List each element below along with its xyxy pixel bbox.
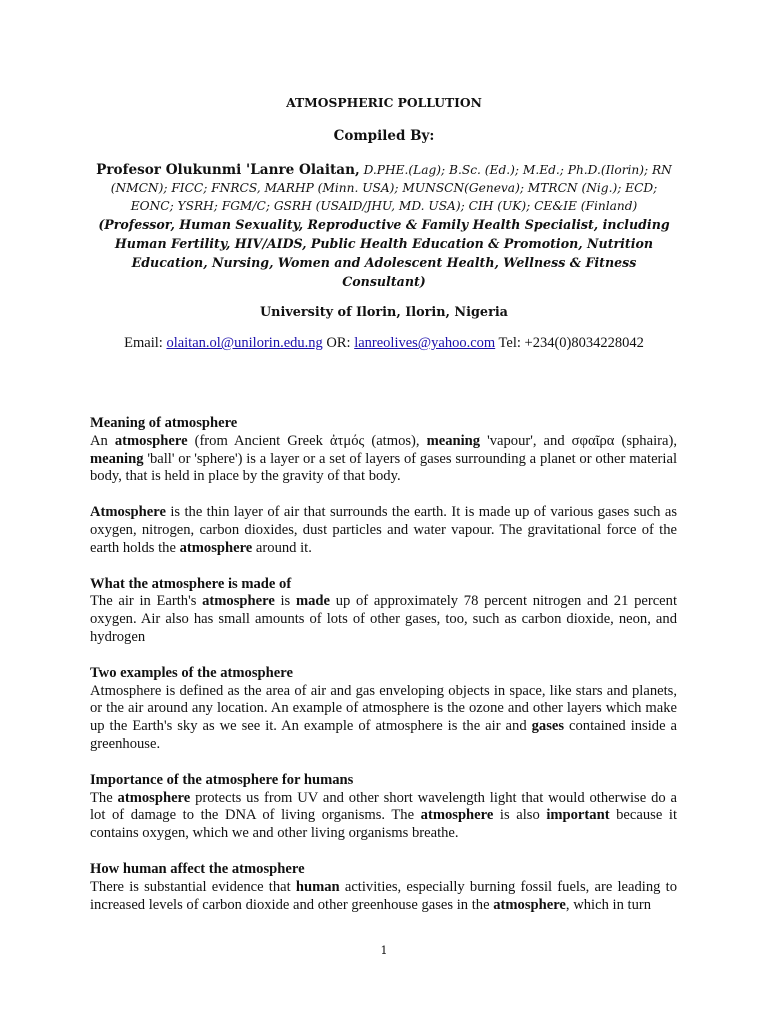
email-link-yahoo[interactable]: lanreolives@yahoo.com (354, 335, 496, 351)
author-credentials: D.PHE.(Lag); B.Sc. (Ed.); M.Ed.; Ph.D.(Ilorin); RN (NMCN); FICC; FNRCS, MARHP (Minn. USA); MUNSCN(Geneva); MTRCN (Nig.); ECD; EONC; YSRH; FGM/C; GSRH (USAID/JHU, MD. USA); CIH (UK); CE&IE (Finland) (110, 163, 672, 213)
section-heading-human-affect: How human affect the atmosphere (90, 860, 305, 877)
or-text: OR: (322, 335, 355, 351)
document-body (90, 415, 677, 914)
paragraph-meaning: An atmosphere (from Ancient Greek ἀτμός (atmos), meaning 'vapour', and σφαῖρα (sphaira), meaning 'ball' or 'sphere') is a layer or a set of layers of gases surrounding a planet or other material body, that is held in place by the gravity of that body. (90, 432, 677, 485)
university-name: University of Ilorin, Ilorin, Nigeria (260, 305, 508, 320)
document-title: ATMOSPHERIC POLLUTION (286, 95, 482, 110)
author-name: Profesor Olukunmi 'Lanre Olaitan, (96, 162, 360, 178)
contact-line (90, 334, 678, 352)
compiled-by-label: Compiled By: (333, 128, 435, 144)
paragraph-importance: The atmosphere protects us from UV and other short wavelength light that would otherwise do a lot of damage to the DNA of living organisms. The atmosphere is also important because it contains oxygen, which we and other living organisms breathe. (90, 789, 677, 842)
paragraph-thin-layer: Atmosphere is the thin layer of air that surrounds the earth. It is made up of various gases such as oxygen, nitrogen, carbon dioxides, dust particles and water vapour. The gravitational force of the earth holds the atmosphere around it. (90, 504, 677, 556)
author-block (90, 161, 678, 291)
section-heading-made-of: What the atmosphere is made of (90, 575, 292, 592)
page-number: 1 (380, 944, 388, 957)
document-header (90, 94, 678, 352)
section-heading-examples: Two examples of the atmosphere (90, 664, 293, 681)
section-heading-meaning: Meaning of atmosphere (90, 415, 238, 431)
section-heading-importance: Importance of the atmosphere for humans (90, 771, 354, 788)
email-link-unilorin[interactable]: olaitan.ol@unilorin.edu.ng (166, 335, 323, 351)
paragraph-made-of: The air in Earth's atmosphere is made up of approximately 78 percent nitrogen and 21 percent oxygen. Air also has small amounts of lots of other gases, too, such as carbon dioxide, neon, and hydrogen (90, 593, 678, 645)
telephone-text: Tel: +234(0)8034228042 (495, 335, 644, 351)
email-label: Email: (124, 335, 167, 351)
paragraph-examples: Atmosphere is defined as the area of air and gas enveloping objects in space, like stars and planets, or the air around any location. An example of atmosphere is the ozone and other layers which make up the Earth's sky as we see it. An example of atmosphere is the air and gases contained inside a greenhouse. (90, 682, 678, 752)
paragraph-human-affect: There is substantial evidence that human activities, especially burning fossil fuels, are leading to increased levels of carbon dioxide and other greenhouse gases in the atmosphere, which in turn (90, 878, 677, 913)
author-role: (Professor, Human Sexuality, Reproductive & Family Health Specialist, including Human Fertility, HIV/AIDS, Public Health Education & Promotion, Nutrition Education, Nursing, Women and Adolescent Health, Wellness & Fitness Consultant) (98, 217, 670, 289)
